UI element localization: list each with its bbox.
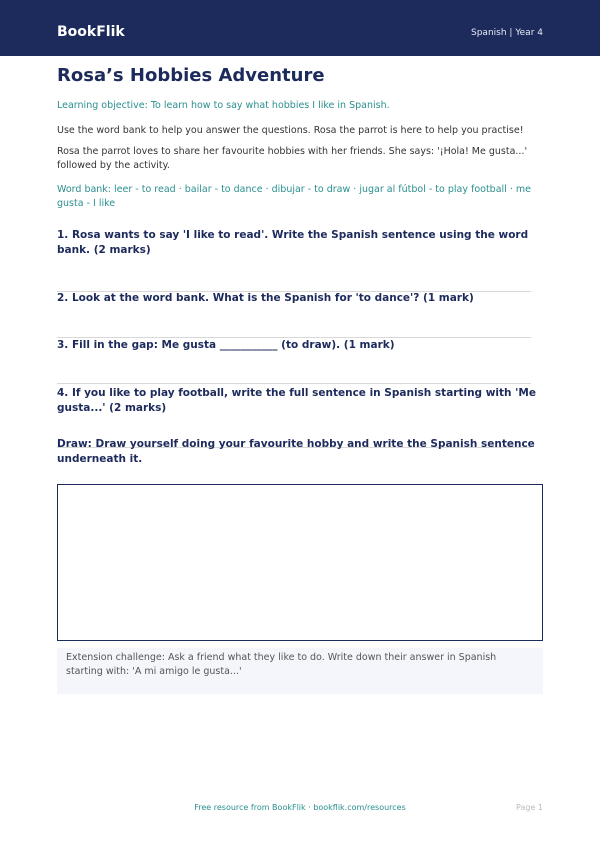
brand-logo[interactable]: BookFlik — [57, 24, 125, 40]
header-bar — [0, 0, 600, 56]
year-label: Year 4 — [515, 28, 543, 38]
answer-line-3[interactable] — [57, 383, 531, 384]
page-number: Page 1 — [516, 803, 543, 812]
instructions-text: Use the word bank to help you answer the questions. Rosa the parrot is here to help you practise! — [57, 125, 524, 136]
word-bank: Word bank: leer - to read · bailar - to dance · dibujar - to draw · jugar al fútbol - to play football · me gusta - I like — [57, 184, 531, 209]
learning-objective: Learning objective: To learn how to say what hobbies I like in Spanish. — [57, 100, 390, 111]
question-3: 3. Fill in the gap: Me gusta ___________ (to draw). (1 mark) — [57, 339, 395, 351]
extension-challenge: Extension challenge: Ask a friend what they like to do. Write down their answer in Spanish starting with: 'A mi amigo le gusta...' — [57, 648, 543, 694]
intro-text: Rosa the parrot loves to share her favourite hobbies with her friends. She says: '¡Hola! Me gusta...' followed by the activity. — [57, 146, 528, 171]
subject-label: Spanish — [471, 28, 507, 38]
footer-resource-link[interactable]: Free resource from BookFlik · bookflik.com/resources — [194, 803, 406, 812]
question-1: 1. Rosa wants to say 'I like to read'. Write the Spanish sentence using the word bank. (2 marks) — [57, 229, 529, 256]
worksheet-title: Rosa’s Hobbies Adventure — [57, 65, 325, 86]
drawing-box[interactable] — [57, 484, 543, 641]
question-2: 2. Look at the word bank. What is the Spanish for 'to dance'? (1 mark) — [57, 292, 474, 304]
meta-separator: | — [509, 28, 513, 38]
draw-prompt: Draw: Draw yourself doing your favourite hobby and write the Spanish sentence underneath it. — [57, 438, 535, 465]
question-4: 4. If you like to play football, write the full sentence in Spanish starting with 'Me gusta...' (2 marks) — [57, 387, 536, 414]
subject-year-label — [471, 26, 543, 40]
